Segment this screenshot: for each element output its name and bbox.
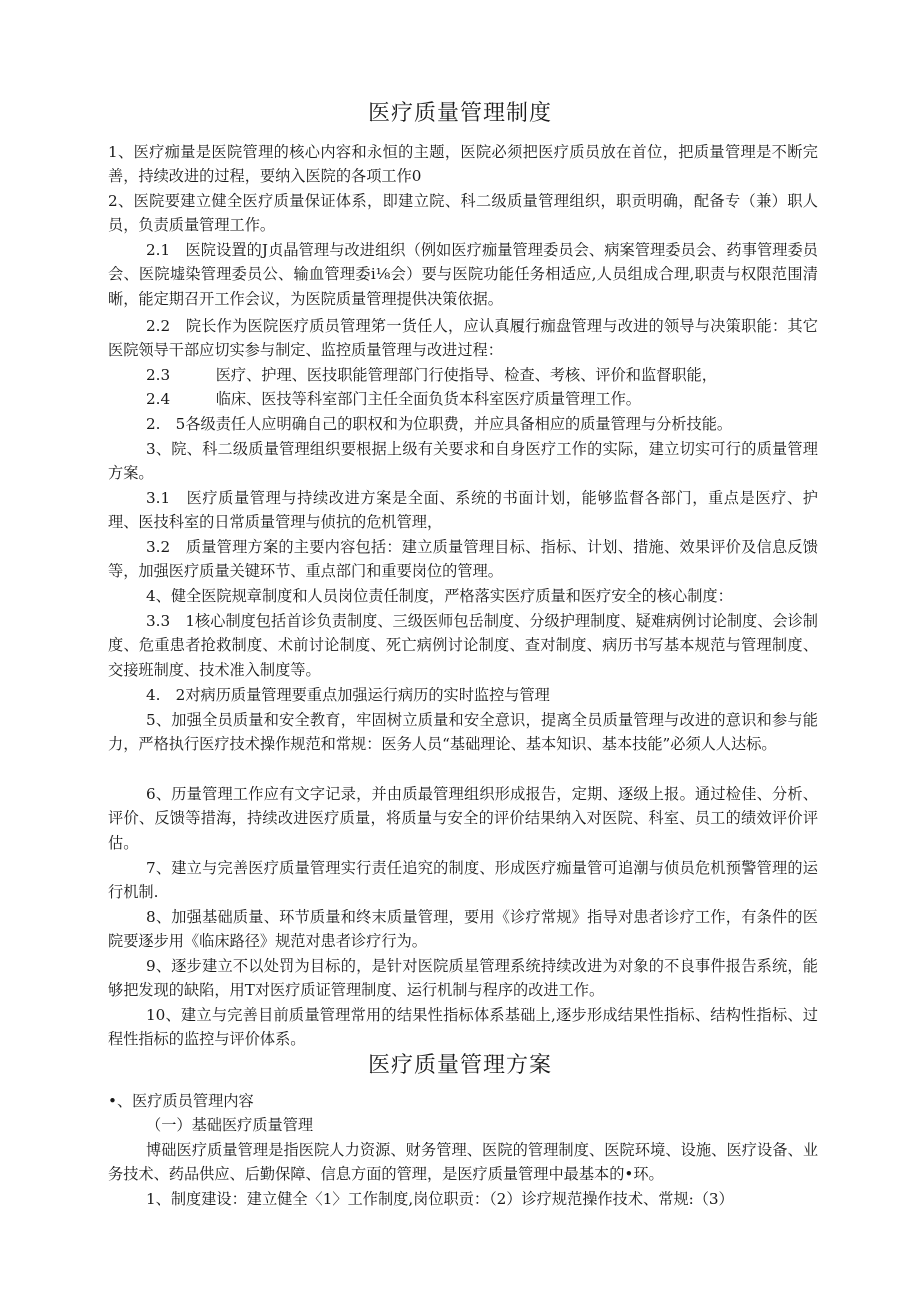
paragraph-5: 5、加强全员质量和安全教育，牢固树立质量和安全意识，提离全员质量管理与改进的意识和参与能力，严格执行医疗技术操作规范和常规：医务人员“基础理论、基本知识、基本技能”必须人人达标。 — [108, 711, 818, 754]
paragraph-8: 8、加强基础质量、环节质量和终末质量管理，要用《诊疗常规》指导对患者诊疗工作，有条件的医院要逐步用《临床路径》规范对患者诊疗行为。 — [108, 908, 818, 951]
paragraph-4-2: 4. 2对病历质量管理要重点加强运行病历的实时监控与管理 — [146, 686, 550, 704]
paragraph-3: 3、院、科二级质量管理组织要根据上级有关要求和自身医疗工作的实际，建立切实可行的质量管理方案。 — [108, 440, 818, 483]
paragraph-3-1: 3.1 医疗质量管理与持续改进方案是全面、系统的书面计划，能够监督各部门，重点是医疗、护理、医技科室的日常质量管理与侦抗的危机管理， — [108, 489, 818, 532]
paragraph-2: 2、医院要建立健全医疗质量保证体系，即建立院、科二级质量管理组织，职贡明确，配备专（兼）职人员，负责质量管理工作。 — [108, 192, 818, 235]
paragraph-2-2: 2.2 院长作为医院医疗质员管理笫一货任人，应认真履行痂盘管理与改进的领导与决策职能：其它医院领导干部应切实参与制定、监控质量管理与改进过程： — [108, 317, 818, 360]
subheading-basic-quality: （一）基础医疗质量管理 — [146, 1116, 314, 1134]
heading-quality-content: •、医疗质员管理内容 — [108, 1092, 254, 1110]
paragraph-10: 10、建立与完善目前质量管理常用的结果性指标体系基础上,逐步形成结果性指标、结构性指标、过程性指标的监控与评价体系。 — [108, 1006, 818, 1049]
paragraph-2-3: 2.3 医疗、护理、医技职能管理部门行使指导、检查、考核、评价和监督职能， — [146, 366, 717, 384]
paragraph-system-building: 1、制度建设：建立健全〈1〉工作制度,岗位职贡：（2）诊疗规范操作技术、常规:（3） — [146, 1190, 734, 1208]
paragraph-3-3: 3.3 1核心制度包括首诊负责制度、三级医师包岳制度、分级护理制度、疑难病例讨论制度、会诊制度、危重患者抢救制度、术前讨论制度、死亡病例讨论制度、查对制度、病历书写基本规范与管理制度、交接班制度、技术准入制度等。 — [108, 612, 818, 679]
paragraph-6: 6、历量管理工作应有文字记录，并由质最管理组织形成报告，定期、逐级上报。通过检佳、分析、评价、反馈等措海，持续改进医疗质量，将质量与安全的评价结果纳入对医院、科室、员工的绩效评价评估。 — [108, 785, 818, 852]
paragraph-2-1: 2.1 医院设置的J贞晶管理与改进组织（例如医疗痂量管理委员会、病案管理委员会、药事管理委员会、医院墟染管理委员公、输血管理委i⅛会）要与医院功能任务相适应,人员组成合理,职责与权限范围清晰，能定期召开工作会议，为医院质量管理提供决策依据。 — [108, 241, 818, 308]
paragraph-2-4: 2.4 临床、医技等科室部门主任全面负货本科室医疗质量管理工作。 — [146, 390, 641, 408]
paragraph-3-2: 3.2 质量管理方案的主要内容包括：建立质量管理目标、指标、计划、措施、效果评价及信息反馈等，加强医疗质量关键环节、重点部门和重要岗位的管理。 — [108, 538, 818, 581]
section-title: 医疗质量管理方案 — [367, 1053, 552, 1078]
paragraph-9: 9、逐步建立不以处罚为目标的，是针对医院质星管理系统持续改进为对象的不良事件报告系统，能够把发现的缺陷，用T对医疗质证管理制度、运行机制与程序的改进工作。 — [108, 957, 818, 1000]
paragraph-1: 1、医疗痂量是医院管理的核心内容和永恒的主题，医院必须把医疗质员放在首位，把质量管理是不断完善，持续改进的过程，要纳入医院的各项工作0 — [108, 143, 818, 186]
paragraph-7: 7、建立与完善医疗质量管理实行责任追究的制度、形成医疗痂量管可追潮与侦员危机预警管理的运行机制. — [108, 859, 818, 902]
paragraph-4: 4、健全医院规章制度和人员岗位责任制度，严格落实医疗质量和医疗安全的核心制度： — [146, 587, 733, 605]
paragraph-2-5: 2. 5各级责任人应明确自己的职权和为位职费，并应具备相应的质量管理与分析技能。 — [146, 415, 733, 433]
document-title: 医疗质量管理制度 — [367, 101, 552, 126]
paragraph-basic-quality: 博础医疗质量管理是指医院人力资源、财务管理、医院的管理制度、医院环境、设施、医疗设备、业务技术、药品供应、后勤保障、信息方面的管理，是医疗质量管理中最基本的•环。 — [108, 1141, 818, 1184]
